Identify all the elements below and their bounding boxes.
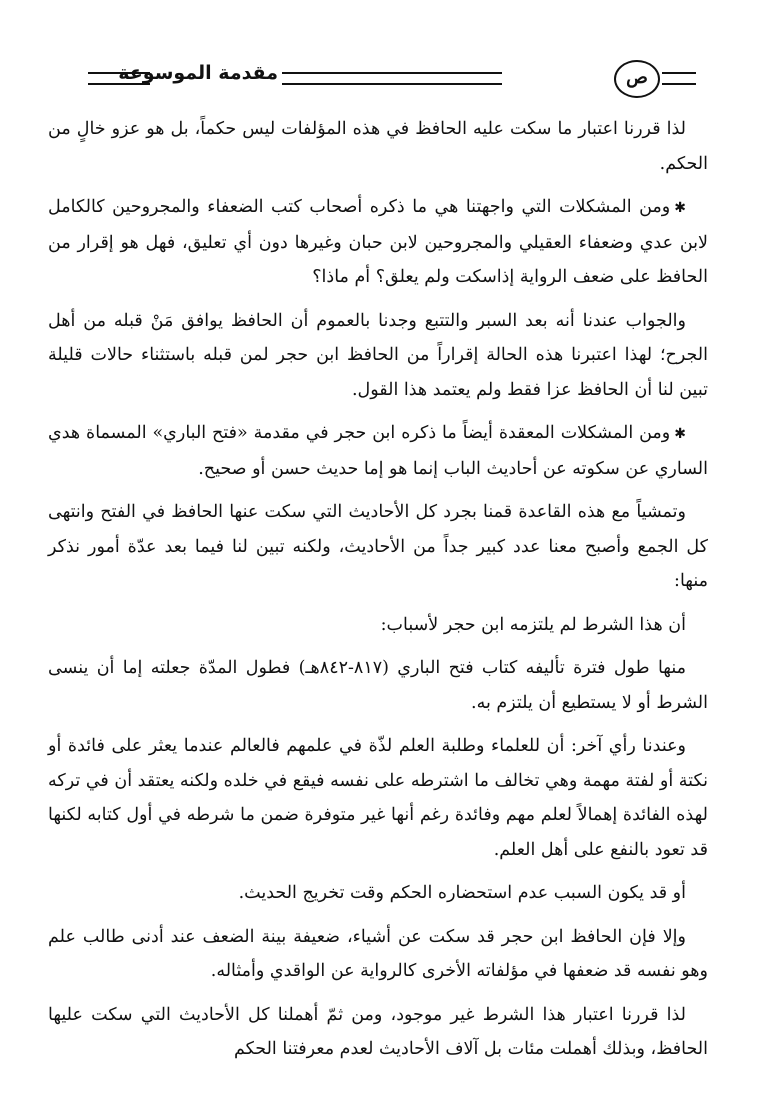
asterisk-icon: ✱ xyxy=(674,426,686,442)
paragraph-text: والجواب عندنا أنه بعد السبر والتتبع وجدنا بالعموم أن الحافظ يوافق مَنْ قبله من أهل الجرح؛ لهذا اعتبرنا هذه الحالة إقراراً من الحافظ ابن حجر لمن قبله باستثناء حالات قليلة تبين لنا أن الحافظ عزا فقط ولم يعتمد هذا القول. xyxy=(48,310,708,400)
paragraph-text: ومن المشكلات المعقدة أيضاً ما ذكره ابن حجر في مقدمة «فتح الباري» المسماة هدي الساري عن سكوته عن أحاديث الباب إنما هو إما حديث حسن أو صحيح. xyxy=(48,423,708,479)
paragraph-text: أو قد يكون السبب عدم استحضاره الحكم وقت تخريج الحديث. xyxy=(238,883,686,903)
paragraph-text: وتمشياً مع هذه القاعدة قمنا بجرد كل الأحاديث التي سكت عنها الحافظ في الفتح وانتهى كل الجمع وأصبح معنا عدد كبير جداً من الأحاديث، ولكنه تبين لنا فيما بعد عدّة أمور نذكر منها: xyxy=(48,502,708,591)
paragraph xyxy=(48,876,708,911)
paragraph-text: أن هذا الشرط لم يلتزمه ابن حجر لأسباب: xyxy=(380,614,686,635)
page-header xyxy=(88,52,696,104)
paragraph-text: منها طول فترة تأليفه كتاب فتح الباري (٨١٧-٨٤٢هـ) فطول المدّة جعلته إما أن ينسى الشرط أو لا يستطيع أن يلتزم به. xyxy=(48,658,708,713)
paragraph xyxy=(48,190,708,295)
paragraph xyxy=(48,729,708,867)
paragraph-text: ومن المشكلات التي واجهتنا هي ما ذكره أصحاب كتب الضعفاء والمجروحين كالكامل لابن عدي وضعفاء العقيلي والمجروحين لابن حبان وغيرها دون أي تعليق، فهل هو إقرار من الحافظ على ضعف الرواية إذاسكت ولم يعلق؟ أم ماذا؟ xyxy=(48,197,708,287)
paragraph xyxy=(48,495,708,599)
page-number-badge: ص xyxy=(614,60,660,98)
body-text xyxy=(48,112,708,1076)
paragraph-text: وإلا فإن الحافظ ابن حجر قد سكت عن أشياء، ضعيفة بينة الضعف عند أدنى طالب علم وهو نفسه قد ضعفها في مؤلفاته الأخرى كالرواية عن الواقدي وأمثاله. xyxy=(48,926,708,981)
paragraph xyxy=(48,998,708,1067)
paragraph xyxy=(48,112,708,181)
header-rule-middle xyxy=(282,72,502,85)
header-rule-right xyxy=(662,72,696,85)
paragraph xyxy=(48,608,708,643)
asterisk-icon: ✱ xyxy=(674,200,686,216)
paragraph-text: وعندنا رأي آخر: أن للعلماء وطلبة العلم لذّة في علمهم فالعالم عندما يعثر على فائدة أو نكتة أو لفتة مهمة وهي تخالف ما اشترطه على نفسه فيقع في خلده ولكنه يعتقد أن في تركه لهذه الفائدة إهمالاً لعلم مهم وفائدة رغم أنها غير متوفرة ضمن ما شرطه في أول كتابه لكنها قد تعود بالنفع على أهل العلم. xyxy=(48,736,708,860)
paragraph xyxy=(48,920,708,989)
paragraph-text: لذا قررنا اعتبار هذا الشرط غير موجود، ومن ثمّ أهملنا كل الأحاديث التي سكت عليها الحافظ، وبذلك أهملت مئات بل آلاف الأحاديث لعدم معرفتنا الحكم xyxy=(48,1004,708,1059)
paragraph xyxy=(48,416,708,486)
paragraph xyxy=(48,651,708,720)
paragraph-text: لذا قررنا اعتبار ما سكت عليه الحافظ في هذه المؤلفات ليس حكماً، بل هو عزو خالٍ من الحكم. xyxy=(48,119,708,174)
paragraph xyxy=(48,304,708,408)
running-title: مقدمة الموسوعة xyxy=(118,62,278,84)
